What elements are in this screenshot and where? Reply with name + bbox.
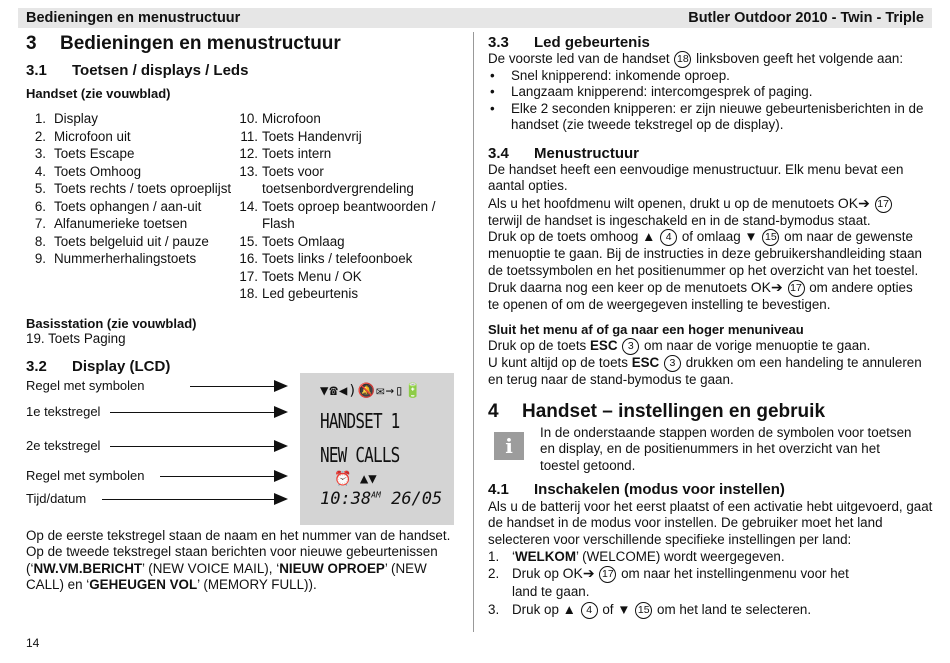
list-item xyxy=(238,110,463,128)
lcd-symbol-row: ⏰ ▲▼ xyxy=(334,471,377,487)
position-18-icon: 18 xyxy=(674,51,691,68)
list-item-text: Toets rechts / toets oproeplijst xyxy=(54,181,232,196)
list-item-text: Microfoon uit xyxy=(54,128,131,144)
step-3: 3. Druk op ▲ 4 of ▼ 15 om het land te selecteren. xyxy=(488,601,812,617)
list-item xyxy=(26,198,241,216)
text-line: menuoptie te gaan. Bij de instructies in deze gebruikershandleiding staan xyxy=(488,246,922,262)
text-line: toestel getoond. xyxy=(540,457,636,473)
info-icon: i xyxy=(494,432,524,460)
bold-term: GEHEUGEN VOL xyxy=(89,577,198,593)
led-bullet-continuation: handset (zie tweede tekstregel op de display). xyxy=(511,117,784,132)
keys-list-b xyxy=(238,110,463,303)
text-line: (‘NW.VM.BERICHT’ (NEW VOICE MAIL), ‘NIEUW OPROEP’ (NEW xyxy=(26,560,427,576)
running-header xyxy=(18,8,932,28)
text-line: terwijl de handset is ingeschakeld en in de stand-bymodus staat. xyxy=(488,212,871,228)
list-item xyxy=(238,268,463,286)
setup-paragraph xyxy=(488,499,933,548)
list-item xyxy=(238,163,463,181)
text-line: Op de eerste tekstregel staan de naam en het nummer van de handset. xyxy=(26,528,451,543)
list-item-number: 8. xyxy=(34,233,46,249)
bold-term: ESC xyxy=(590,338,618,354)
list-item xyxy=(238,198,463,216)
section-title: Bedieningen en menustructuur xyxy=(60,33,341,54)
text-line: en terug naar de stand-bymodus te gaan. xyxy=(488,372,734,387)
list-item-text: Toets Handenvrij xyxy=(262,128,362,144)
list-item-text: Toets ophangen / aan-uit xyxy=(54,198,202,214)
display-label-symbols-bottom: Regel met symbolen xyxy=(26,468,145,483)
position-3-icon: 3 xyxy=(664,355,681,372)
list-item xyxy=(26,163,241,181)
list-item-text: Toets intern xyxy=(262,146,332,161)
section-number: 3.2 xyxy=(26,358,47,375)
list-item xyxy=(238,233,463,251)
lcd-ampm: AM xyxy=(371,490,381,500)
list-item xyxy=(238,128,463,146)
handset-subheading: Handset (zie vouwblad) xyxy=(26,86,171,101)
ok-enter-icon: OK➔ xyxy=(562,565,595,582)
list-item xyxy=(238,145,463,163)
list-item-number: 6. xyxy=(34,198,46,214)
display-label-time: Tijd/datum xyxy=(26,491,87,506)
up-triangle-icon: ▲ xyxy=(642,229,656,245)
section-title: Display (LCD) xyxy=(72,358,171,375)
section-number: 4 xyxy=(488,401,499,422)
list-item-text: Display xyxy=(54,111,98,126)
list-item xyxy=(238,180,463,198)
lcd-time: 10:38 xyxy=(320,489,372,509)
menu-paragraph xyxy=(488,162,933,313)
display-paragraph xyxy=(26,528,466,594)
section-number: 3.1 xyxy=(26,62,47,79)
lcd-time-date xyxy=(320,489,442,509)
list-item-text: Flash xyxy=(262,216,295,231)
list-item-number: 16. xyxy=(239,251,258,266)
list-item xyxy=(26,145,241,163)
list-item-text: Toets Escape xyxy=(54,146,135,161)
arrow-right-icon xyxy=(190,386,286,387)
arrow-right-icon xyxy=(160,476,286,477)
position-17-icon: 17 xyxy=(788,280,805,297)
position-17-icon: 17 xyxy=(875,196,892,213)
section-number: 3.4 xyxy=(488,145,509,162)
display-label-symbols-top: Regel met symbolen xyxy=(26,378,145,393)
display-label-line1: 1e tekstregel xyxy=(26,404,101,419)
down-triangle-icon: ▼ xyxy=(744,229,758,245)
lcd-status-icons: ▼☎◀)🔕✉→▯🔋 xyxy=(320,383,423,399)
close-menu-paragraph xyxy=(488,338,933,388)
list-item-number: 14. xyxy=(239,198,258,214)
text-line: De handset heeft een eenvoudige menustructuur. Elk menu bevat een xyxy=(488,162,904,177)
lcd-text-line1: HANDSET 1 xyxy=(320,409,400,433)
list-item-text: Led gebeurtenis xyxy=(262,286,359,301)
step-2-continuation: land te gaan. xyxy=(512,584,590,600)
section-4-1-heading xyxy=(488,481,785,498)
close-menu-subheading: Sluit het menu af of ga naar een hoger menuniveau xyxy=(488,322,804,337)
text-line: Als u het hoofdmenu wilt openen, drukt u op de menutoets OK➔ 17 xyxy=(488,195,933,213)
list-item xyxy=(26,215,241,233)
up-triangle-icon: ▲ xyxy=(562,601,576,617)
step-1: 1. ‘WELKOM’ (WELCOME) wordt weergegeven. xyxy=(488,549,785,564)
section-number: 3.3 xyxy=(488,34,509,51)
section-title: Toetsen / displays / Leds xyxy=(72,62,249,79)
down-triangle-icon: ▼ xyxy=(617,601,631,617)
list-item-text: Toets Omlaag xyxy=(262,233,345,249)
list-item-number: 4. xyxy=(34,163,46,179)
section-number: 4.1 xyxy=(488,481,509,498)
list-item-text: Toets Omhoog xyxy=(54,163,142,179)
text-line: selecteren voor verschillende specifieke instellingen per land: xyxy=(488,531,852,547)
bold-term: NW.VM.BERICHT xyxy=(33,560,143,576)
list-item-number: 17. xyxy=(239,268,258,284)
list-item-number: 10. xyxy=(239,111,258,126)
basisstation-item: 19. Toets Paging xyxy=(26,331,126,346)
text-line: U kunt altijd op de toets ESC 3 drukken om een handeling te annuleren xyxy=(488,355,922,371)
text-line: te openen of om de weergegeven instelling te bevestigen. xyxy=(488,296,831,312)
list-item-number: 18. xyxy=(239,286,258,301)
text-line: Druk op de toets omhoog ▲ 4 of omlaag ▼ 15 om naar de gewenste xyxy=(488,229,913,245)
list-item-number: 2. xyxy=(34,128,46,144)
list-item: • Snel knipperend: inkomende oproep. xyxy=(488,68,928,84)
section-4-heading xyxy=(488,401,825,423)
list-item-text: Toets voor xyxy=(262,163,324,179)
list-item xyxy=(238,250,463,268)
list-item xyxy=(26,180,241,198)
step-2: 2. Druk op OK➔ 17 om naar het instellingenmenu voor het xyxy=(488,565,849,582)
text-line: de toetssymbolen en het positienummer op het overzicht van het toestel. xyxy=(488,262,919,278)
section-3-1-heading xyxy=(26,62,248,79)
position-15-icon: 15 xyxy=(762,229,779,246)
text-line: de handset in de modus voor instellen. De gebruiker moet het land xyxy=(488,515,883,531)
ok-enter-icon: OK➔ xyxy=(750,278,783,295)
arrow-right-icon xyxy=(110,412,286,413)
list-item-number: 3. xyxy=(34,146,46,161)
text-line: Druk op de toets ESC 3 om naar de vorige menuoptie te gaan. xyxy=(488,338,871,354)
list-item xyxy=(238,215,463,233)
page-number: 14 xyxy=(26,636,40,650)
bold-term: WELKOM xyxy=(514,549,576,564)
text-line: Op de tweede tekstregel staan berichten voor nieuwe gebeurtenissen xyxy=(26,544,438,560)
text-line: Als u de batterij voor het eerst plaatst of een activatie hebt uitgevoerd, gaat xyxy=(488,499,933,514)
info-paragraph xyxy=(540,425,935,474)
list-item-text: Toets links / telefoonboek xyxy=(262,251,413,266)
position-3-icon: 3 xyxy=(622,338,639,355)
list-item-number: 11. xyxy=(240,128,258,144)
text-line: Druk daarna nog een keer op de menutoets OK➔ 17 om andere opties xyxy=(488,278,913,295)
list-item-number: 13. xyxy=(239,163,258,179)
header-right: Butler Outdoor 2010 - Twin - Triple xyxy=(688,10,924,26)
text-line: In de onderstaande stappen worden de symbolen voor toetsen xyxy=(540,425,912,440)
section-3-4-heading xyxy=(488,145,639,162)
display-label-line2: 2e tekstregel xyxy=(26,438,101,453)
bold-term: NIEUW OPROEP xyxy=(279,560,385,576)
list-item-text: Nummerherhalingstoets xyxy=(54,251,197,266)
list-item-text: Toets oproep beantwoorden / xyxy=(262,198,436,214)
section-3-2-heading xyxy=(26,358,170,375)
position-15-icon: 15 xyxy=(635,602,652,619)
list-item-text: Microfoon xyxy=(262,111,321,126)
list-item: • Langzaam knipperend: intercomgesprek of paging. xyxy=(488,84,928,100)
bold-term: ESC xyxy=(631,355,660,371)
list-item-number: 9. xyxy=(34,251,46,266)
text-line: en display, en de positienummers in het overzicht van het xyxy=(540,441,880,457)
basisstation-subheading: Basisstation (zie vouwblad) xyxy=(26,316,197,331)
list-item xyxy=(238,285,463,303)
lcd-date: 26/05 xyxy=(391,489,443,509)
list-item-number: 5. xyxy=(34,181,46,196)
ok-enter-icon: OK➔ xyxy=(837,194,870,211)
led-intro: De voorste led van de handset 18 linksboven geeft het volgende aan: xyxy=(488,51,904,67)
section-title: Inschakelen (modus voor instellen) xyxy=(534,481,785,498)
keys-list-a xyxy=(26,110,241,268)
list-item-text: Toets belgeluid uit / pauze xyxy=(54,233,209,249)
position-17-icon: 17 xyxy=(599,566,616,583)
arrow-right-icon xyxy=(102,499,286,500)
section-3-3-heading xyxy=(488,34,650,51)
section-title: Led gebeurtenis xyxy=(534,34,650,51)
section-number: 3 xyxy=(26,33,37,54)
list-item: • Elke 2 seconden knipperen: er zijn nieuwe gebeurtenisberichten in de xyxy=(488,101,928,117)
list-item-number: 12. xyxy=(239,146,258,161)
section-3-heading xyxy=(26,33,341,55)
list-item xyxy=(26,110,241,128)
section-title: Handset – instellingen en gebruik xyxy=(522,401,826,422)
list-item xyxy=(26,233,241,251)
column-divider xyxy=(473,32,474,632)
text-line: CALL) en ‘GEHEUGEN VOL’ (MEMORY FULL)). xyxy=(26,577,317,593)
section-title: Menustructuur xyxy=(534,145,639,162)
lcd-text-line2: NEW CALLS xyxy=(320,443,400,467)
list-item-text: Alfanumerieke toetsen xyxy=(54,216,188,231)
setup-steps xyxy=(488,548,933,619)
position-4-icon: 4 xyxy=(581,602,598,619)
list-item xyxy=(26,250,241,268)
header-left: Bedieningen en menustructuur xyxy=(26,10,241,26)
arrow-right-icon xyxy=(110,446,286,447)
list-item-text: toetsenbordvergrendeling xyxy=(262,181,414,196)
text-line: aantal opties. xyxy=(488,178,568,194)
lcd-display xyxy=(300,373,454,525)
position-4-icon: 4 xyxy=(660,229,677,246)
list-item-text: Toets Menu / OK xyxy=(262,268,362,284)
list-item-number: 15. xyxy=(239,233,258,249)
led-bullets xyxy=(488,68,928,117)
list-item-number: 7. xyxy=(34,216,46,231)
list-item xyxy=(26,128,241,146)
list-item-number: 1. xyxy=(34,111,46,126)
